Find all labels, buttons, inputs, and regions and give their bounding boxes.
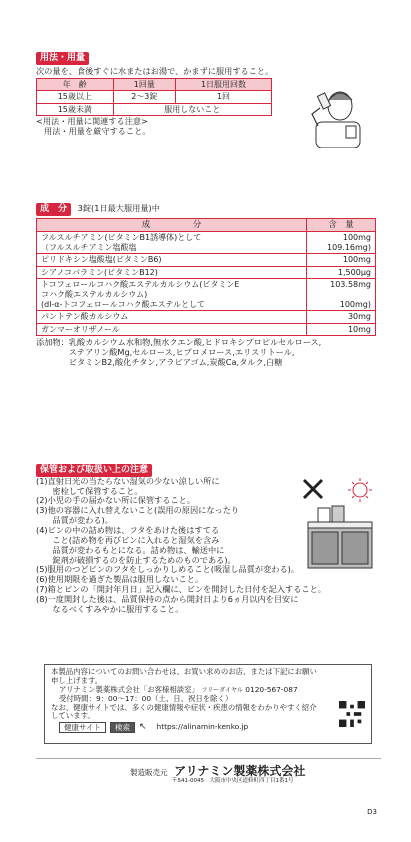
table-row — [37, 266, 376, 279]
usage-header-age: 年 齢 — [37, 78, 114, 91]
ingredient-name: トコフェロールコハク酸エステルカルシウム(ビタミンE コハク酸エステルカルシウム) (dl-α-トコフェロールコハク酸エステルとして — [37, 279, 307, 311]
seller-label: 製造販売元 — [130, 768, 168, 777]
footer — [130, 764, 305, 785]
usage-heading: 用法・用量 — [36, 52, 89, 65]
ingredients-section — [36, 203, 376, 368]
usage-intro: 次の量を、食後すぐに水またはお湯で、かまずに服用すること。 — [36, 65, 274, 76]
contact-company: アリナミン製薬株式会社「お客様相談室」 — [59, 684, 199, 694]
ingredient-name: パントテン酸カルシウム — [37, 311, 307, 324]
usage-section — [36, 52, 336, 137]
table-row — [37, 103, 272, 116]
usage-cell: 1回 — [176, 91, 272, 104]
usage-cell: 2～3錠 — [113, 91, 175, 104]
usage-header-times: 1日服用回数 — [176, 78, 272, 91]
table-row — [37, 279, 376, 311]
additives-label: 添加物： — [36, 337, 69, 348]
storage-item: (3)他の容器に入れ替えないこと(誤用の原因になったり 品質が変わる)。 — [36, 505, 240, 526]
ingredient-amount: 1,500μg — [307, 266, 376, 279]
usage-table — [36, 78, 272, 117]
ingredient-amount: 30mg — [307, 311, 376, 324]
storage-item: (5)服用のつどビンのフタをしっかりしめること(吸湿し品質が変わる)。 — [36, 564, 300, 575]
page-code: D3 — [367, 808, 377, 816]
divider — [36, 758, 381, 759]
usage-header-dose: 1回量 — [113, 78, 175, 91]
site-url[interactable]: https://alinamin-kenko.jp — [156, 722, 249, 732]
storage-item: (8)一度開封した後は、品質保持の点から開封日より6ヵ月以内を目安に なるべくすみやかに服用すること。 — [36, 593, 299, 614]
contact-box — [44, 664, 372, 744]
storage-heading: 保管および取扱い上の注意 — [36, 464, 152, 477]
contact-phone: 0120-567-087 — [245, 684, 298, 694]
storage-item: (6)使用期限を過ぎた製品は服用しないこと。 — [36, 574, 204, 585]
contact-hours: 受付時間：9：00～17：00（土、日、祝日を除く） — [59, 693, 233, 703]
freedial-label: フリーダイヤル — [201, 686, 243, 694]
ingredient-amount: 100mg 109.16mg) — [307, 231, 376, 253]
ingredient-name: ガンマーオリザノール — [37, 323, 307, 336]
usage-notes: 用法・用量を厳守すること。 — [44, 126, 151, 137]
storage-item: (4)ビンの中の詰め物は、フタをあけた後はすてる こと(詰め物を再びビンに入れると湿気を含み 品質が変わるもとになる。詰め物は、輸送中に 錠剤が破損するのを防止するためのものである)。 — [36, 525, 236, 565]
ingredient-amount: 10mg — [307, 323, 376, 336]
usage-cell: 服用しないこと — [113, 103, 271, 116]
table-row — [37, 91, 272, 104]
usage-cell: 15歳未満 — [37, 103, 114, 116]
table-row — [37, 311, 376, 324]
contact-intro: 本製品内容についてのお問い合わせは、お買い求めのお店、または下記にお願い 申し上げます。 — [51, 667, 317, 685]
ingredients-heading: 成 分 — [36, 203, 71, 216]
qr-code-icon[interactable] — [339, 701, 365, 727]
additives-list: 乳酸カルシウム水和物,無水クエン酸,ヒドロキシプロピルセルロース, ステアリン酸Mg,セルロース,ヒプロメロース,エリスリトール, ビタミンB2,酸化チタン,アラビアゴム,炭酸Ca,タルク,白糖 — [68, 337, 322, 368]
table-row — [37, 323, 376, 336]
storage-item: (2)小児の手の届かない所に保管すること。 — [36, 495, 195, 506]
usage-cell: 15歳以上 — [37, 91, 114, 104]
usage-notes-title: <用法・用量に関連する注意> — [36, 116, 148, 127]
table-row — [37, 254, 376, 267]
company-address: 〒541-0045 大阪市中央区道修町四丁目1番1号 — [172, 778, 294, 785]
health-site-button[interactable]: 健康サイト — [59, 722, 106, 733]
ingredient-amount: 100mg — [307, 254, 376, 267]
storage-item: (1)直射日光の当たらない湿気の少ない涼しい所に 密栓して保管すること。 — [36, 475, 220, 496]
man-drinking-illustration — [300, 86, 370, 148]
ingredients-sub: 3錠(1日最大服用量)中 — [77, 203, 160, 213]
ingredients-header-name: 成 分 — [37, 218, 307, 231]
ingredient-name: フルスルチアミン(ビタミンB1誘導体)として （フルスルチアミン塩酸塩 — [37, 231, 307, 253]
contact-site-intro: なお、健康サイトでは、多くの健康情報や症状・疾患の情報をわかりやすく紹介 しています。 — [51, 702, 317, 721]
ingredient-name: ピリドキシン塩酸塩(ビタミンB6) — [37, 254, 307, 267]
ingredients-table — [36, 218, 376, 337]
ingredients-header-amount: 含 量 — [307, 218, 376, 231]
no-sunlight-illustration — [298, 478, 380, 574]
ingredient-name: シアノコバラミン(ビタミンB12) — [37, 266, 307, 279]
cursor-icon: ↖ — [138, 722, 147, 733]
table-row — [37, 231, 376, 253]
storage-item: (7)箱とビンの「開封年月日」記入欄に、ビンを開封した日付を記入すること。 — [36, 584, 326, 595]
ingredient-amount: 103.58mg 100mg) — [307, 279, 376, 311]
company-name: アリナミン製薬株式会社 — [174, 764, 306, 778]
search-button[interactable]: 検索 — [110, 722, 135, 733]
